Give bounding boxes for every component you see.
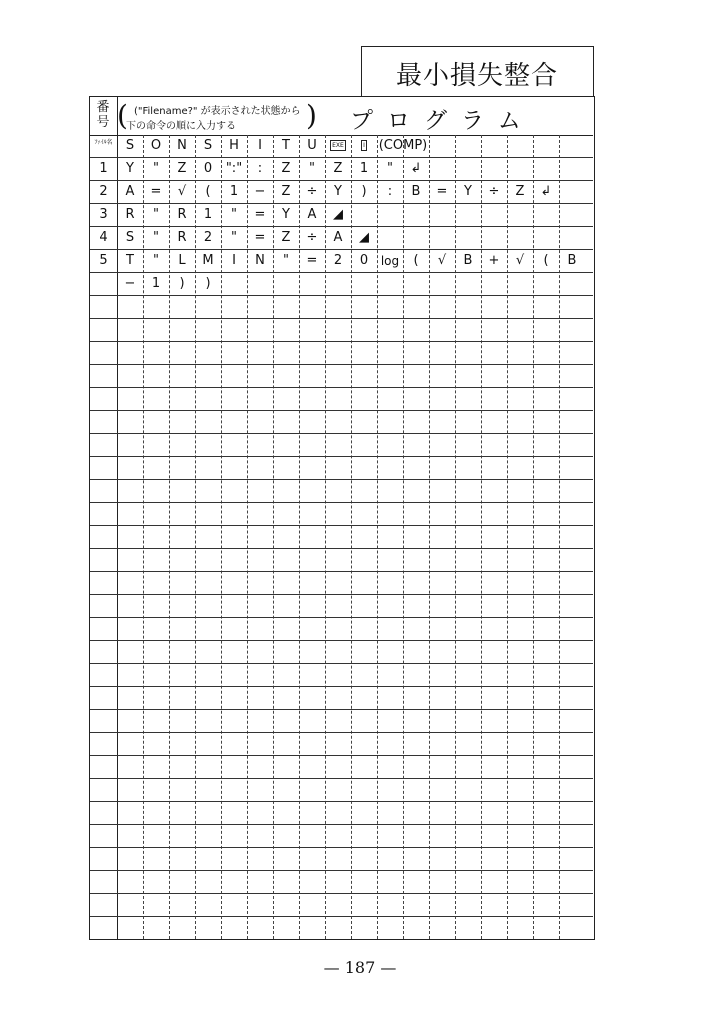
number-label: 番号 (96, 100, 110, 130)
row-number (90, 618, 118, 640)
program-row (90, 802, 593, 825)
program-cell: R (125, 207, 135, 222)
program-row (90, 250, 593, 273)
program-cell: A (125, 184, 135, 199)
program-cell: Z (333, 161, 343, 176)
program-cell: A (333, 230, 343, 245)
number-header-cell (90, 97, 118, 135)
program-cell: Z (281, 230, 291, 245)
program-cell: R (177, 230, 187, 245)
row-number (90, 503, 118, 525)
program-row (90, 733, 593, 756)
row-number (90, 779, 118, 801)
program-cell: log (380, 254, 400, 268)
program-row (90, 273, 593, 296)
program-row (90, 434, 593, 457)
row-number (90, 480, 118, 502)
program-cell: √ (515, 253, 525, 268)
program-cell: : (387, 184, 393, 199)
program-cell: + (488, 253, 500, 268)
program-cell: ◢ (359, 230, 369, 245)
row-number (90, 595, 118, 617)
program-cell: B (411, 184, 421, 199)
row-number (90, 434, 118, 456)
program-row (90, 181, 593, 204)
row-number (90, 802, 118, 824)
program-row (90, 503, 593, 526)
row-number (90, 871, 118, 893)
program-cell: U (307, 138, 317, 153)
row-number: ﾌｧｲﾙ名 (90, 135, 118, 157)
program-cell: ":" (225, 161, 243, 176)
row-number: 2 (90, 181, 118, 203)
program-cell: I (363, 142, 365, 149)
program-cell: ) (361, 184, 367, 199)
program-cell: ◢ (333, 207, 343, 222)
program-cell: I (232, 253, 236, 268)
program-row (90, 480, 593, 503)
program-cell: ( (543, 253, 549, 268)
program-cell: 2 (333, 253, 343, 268)
program-row (90, 871, 593, 894)
program-row (90, 342, 593, 365)
program-cell: Y (126, 161, 134, 176)
program-cell: N (255, 253, 265, 268)
program-cell: " (309, 161, 315, 176)
program-title: プログラム (350, 108, 535, 134)
program-cell: ↲ (410, 161, 422, 176)
program-cell: S (125, 230, 135, 245)
program-cell: S (125, 138, 135, 153)
row-number (90, 273, 118, 295)
program-cell: = (254, 207, 266, 222)
page-title: 最小損失整合 (396, 61, 559, 91)
program-cell: : (257, 161, 263, 176)
program-cell: 1 (151, 276, 161, 291)
program-row (90, 388, 593, 411)
program-row (90, 365, 593, 388)
program-row (90, 595, 593, 618)
program-cell: 1 (359, 161, 369, 176)
program-row (90, 756, 593, 779)
program-row (90, 618, 593, 641)
program-cell: − (254, 184, 266, 199)
row-number (90, 756, 118, 778)
program-row (90, 158, 593, 181)
program-cell: " (231, 207, 237, 222)
instruction-line-1: ("Filename?" が表示された状態から (134, 106, 301, 117)
program-cell: = (254, 230, 266, 245)
program-cell: T (126, 253, 134, 268)
page-number: — 187 — (323, 958, 397, 977)
program-cell: H (229, 138, 239, 153)
program-row (90, 664, 593, 687)
row-number: 4 (90, 227, 118, 249)
program-cell: ( (205, 184, 211, 199)
row-number (90, 894, 118, 916)
row-number (90, 411, 118, 433)
program-cell: B (567, 253, 577, 268)
program-cell: √ (177, 184, 187, 199)
row-number (90, 710, 118, 732)
program-row (90, 204, 593, 227)
program-cell: " (283, 253, 289, 268)
program-row (90, 779, 593, 802)
program-cell: T (282, 138, 290, 153)
row-number (90, 342, 118, 364)
sheet-header (90, 97, 593, 136)
program-cell: Z (281, 161, 291, 176)
program-cell: R (177, 207, 187, 222)
program-cell: M (202, 253, 214, 268)
program-cell: " (387, 161, 393, 176)
program-row (90, 848, 593, 871)
program-row (90, 917, 593, 940)
program-sheet (89, 96, 595, 940)
instruction-line-2: 下の命令の順に入力する (126, 121, 236, 132)
row-number (90, 641, 118, 663)
program-cell: √ (437, 253, 447, 268)
close-paren: ) (306, 99, 317, 132)
row-number (90, 296, 118, 318)
program-cell: EXE (332, 142, 344, 149)
program-cell: 1 (203, 207, 213, 222)
program-row (90, 319, 593, 342)
row-number (90, 572, 118, 594)
program-row (90, 710, 593, 733)
program-cell: " (153, 161, 159, 176)
program-row (90, 296, 593, 319)
row-number (90, 664, 118, 686)
program-cell: 2 (203, 230, 213, 245)
program-cell: " (153, 207, 159, 222)
program-cell: = (306, 253, 318, 268)
program-cell: ) (179, 276, 185, 291)
program-row (90, 135, 593, 158)
program-row (90, 825, 593, 848)
title-box (361, 46, 594, 96)
program-cell: N (177, 138, 187, 153)
program-row (90, 411, 593, 434)
program-row (90, 687, 593, 710)
row-number: 3 (90, 204, 118, 226)
row-number (90, 457, 118, 479)
program-cell: Z (177, 161, 187, 176)
program-row (90, 572, 593, 595)
program-cell: L (178, 253, 186, 268)
program-cell: 0 (359, 253, 369, 268)
program-cell: B (463, 253, 473, 268)
program-cell: = (436, 184, 448, 199)
program-cell: ) (205, 276, 211, 291)
program-row (90, 641, 593, 664)
row-number (90, 319, 118, 341)
row-number (90, 848, 118, 870)
program-row (90, 227, 593, 250)
program-cell: ( (413, 253, 419, 268)
program-cell: I (258, 138, 262, 153)
program-cell: A (307, 207, 317, 222)
row-number (90, 733, 118, 755)
program-cell: ÷ (306, 184, 318, 199)
row-number: 1 (90, 158, 118, 180)
program-cell: ÷ (306, 230, 318, 245)
row-number: 5 (90, 250, 118, 272)
program-cell: Z (281, 184, 291, 199)
row-number (90, 365, 118, 387)
program-cell: Z (515, 184, 525, 199)
row-number (90, 917, 118, 939)
program-row (90, 549, 593, 572)
program-cell: " (231, 230, 237, 245)
program-cell: Y (464, 184, 472, 199)
program-row (90, 526, 593, 549)
program-cell: = (150, 184, 162, 199)
program-cell: O (150, 138, 162, 153)
program-row (90, 457, 593, 480)
program-cell: − (124, 276, 136, 291)
program-cell: 0 (203, 161, 213, 176)
program-cell: " (153, 253, 159, 268)
row-number (90, 549, 118, 571)
program-cell: S (203, 138, 213, 153)
program-cell: Y (334, 184, 342, 199)
program-cell: 1 (229, 184, 239, 199)
open-paren: ( (117, 99, 128, 132)
program-cell: ↲ (540, 184, 552, 199)
row-number (90, 388, 118, 410)
program-cell: ÷ (488, 184, 500, 199)
program-row (90, 894, 593, 917)
program-cell: " (153, 230, 159, 245)
row-number (90, 825, 118, 847)
row-number (90, 687, 118, 709)
row-number (90, 526, 118, 548)
program-cell: (COMP) (378, 138, 428, 153)
program-cell: Y (282, 207, 290, 222)
